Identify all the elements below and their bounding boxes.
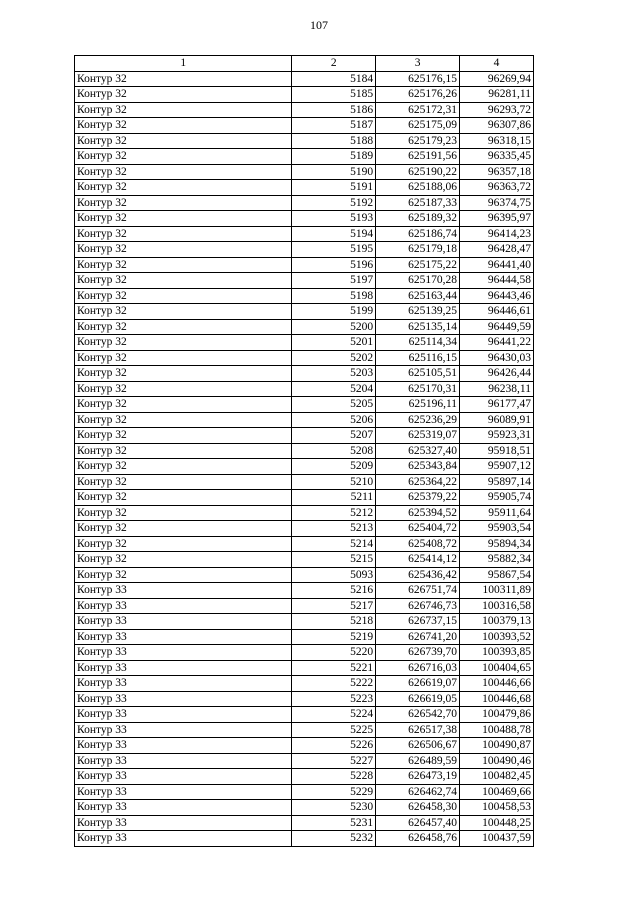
- x-coordinate-cell: 626458,30: [376, 800, 460, 816]
- table-row: [75, 707, 534, 723]
- y-coordinate-cell: 96177,47: [460, 397, 534, 413]
- y-coordinate-cell: 96238,11: [460, 381, 534, 397]
- point-number-cell: 5210: [292, 474, 376, 490]
- x-coordinate-cell: 626739,70: [376, 645, 460, 661]
- table-row: [75, 800, 534, 816]
- contour-name-cell: Контур 32: [75, 459, 292, 475]
- x-coordinate-cell: 625436,42: [376, 567, 460, 583]
- contour-name-cell: Контур 33: [75, 753, 292, 769]
- y-coordinate-cell: 100490,46: [460, 753, 534, 769]
- x-coordinate-cell: 625135,14: [376, 319, 460, 335]
- contour-name-cell: Контур 32: [75, 428, 292, 444]
- y-coordinate-cell: 100446,68: [460, 691, 534, 707]
- point-number-cell: 5202: [292, 350, 376, 366]
- x-coordinate-cell: 626517,38: [376, 722, 460, 738]
- point-number-cell: 5205: [292, 397, 376, 413]
- x-coordinate-cell: 625236,29: [376, 412, 460, 428]
- x-coordinate-cell: 625116,15: [376, 350, 460, 366]
- y-coordinate-cell: 95923,31: [460, 428, 534, 444]
- point-number-cell: 5232: [292, 831, 376, 847]
- table-header-row: [75, 56, 534, 72]
- x-coordinate-cell: 625379,22: [376, 490, 460, 506]
- contour-name-cell: Контур 32: [75, 87, 292, 103]
- point-number-cell: 5093: [292, 567, 376, 583]
- contour-name-cell: Контур 33: [75, 769, 292, 785]
- point-number-cell: 5222: [292, 676, 376, 692]
- table-row: [75, 180, 534, 196]
- point-number-cell: 5223: [292, 691, 376, 707]
- point-number-cell: 5184: [292, 71, 376, 87]
- table-row: [75, 753, 534, 769]
- y-coordinate-cell: 96269,94: [460, 71, 534, 87]
- point-number-cell: 5216: [292, 583, 376, 599]
- table-row: [75, 164, 534, 180]
- x-coordinate-cell: 625114,34: [376, 335, 460, 351]
- table-row: [75, 149, 534, 165]
- contour-name-cell: Контур 33: [75, 614, 292, 630]
- point-number-cell: 5213: [292, 521, 376, 537]
- y-coordinate-cell: 96281,11: [460, 87, 534, 103]
- contour-name-cell: Контур 33: [75, 583, 292, 599]
- y-coordinate-cell: 96414,23: [460, 226, 534, 242]
- y-coordinate-cell: 95911,64: [460, 505, 534, 521]
- point-number-cell: 5195: [292, 242, 376, 258]
- x-coordinate-cell: 626489,59: [376, 753, 460, 769]
- table-row: [75, 412, 534, 428]
- contour-name-cell: Контур 32: [75, 304, 292, 320]
- x-coordinate-cell: 625190,22: [376, 164, 460, 180]
- x-coordinate-cell: 625188,06: [376, 180, 460, 196]
- x-coordinate-cell: 625394,52: [376, 505, 460, 521]
- x-coordinate-cell: 626746,73: [376, 598, 460, 614]
- contour-name-cell: Контур 33: [75, 800, 292, 816]
- point-number-cell: 5200: [292, 319, 376, 335]
- x-coordinate-cell: 625170,28: [376, 273, 460, 289]
- table-row: [75, 614, 534, 630]
- point-number-cell: 5215: [292, 552, 376, 568]
- contour-name-cell: Контур 32: [75, 366, 292, 382]
- point-number-cell: 5191: [292, 180, 376, 196]
- point-number-cell: 5194: [292, 226, 376, 242]
- y-coordinate-cell: 95918,51: [460, 443, 534, 459]
- x-coordinate-cell: 625139,25: [376, 304, 460, 320]
- x-coordinate-cell: 625319,07: [376, 428, 460, 444]
- contour-name-cell: Контур 32: [75, 350, 292, 366]
- point-number-cell: 5203: [292, 366, 376, 382]
- point-number-cell: 5204: [292, 381, 376, 397]
- table-row: [75, 583, 534, 599]
- x-coordinate-cell: 625170,31: [376, 381, 460, 397]
- point-number-cell: 5231: [292, 815, 376, 831]
- point-number-cell: 5198: [292, 288, 376, 304]
- contour-name-cell: Контур 33: [75, 831, 292, 847]
- y-coordinate-cell: 100469,66: [460, 784, 534, 800]
- y-coordinate-cell: 96293,72: [460, 102, 534, 118]
- contour-name-cell: Контур 32: [75, 242, 292, 258]
- point-number-cell: 5197: [292, 273, 376, 289]
- point-number-cell: 5221: [292, 660, 376, 676]
- table-row: [75, 87, 534, 103]
- table-row: [75, 815, 534, 831]
- x-coordinate-cell: 625414,12: [376, 552, 460, 568]
- table-row: [75, 738, 534, 754]
- y-coordinate-cell: 100379,13: [460, 614, 534, 630]
- contour-name-cell: Контур 32: [75, 443, 292, 459]
- contour-name-cell: Контур 32: [75, 521, 292, 537]
- x-coordinate-cell: 625176,26: [376, 87, 460, 103]
- table-row: [75, 195, 534, 211]
- x-coordinate-cell: 625175,09: [376, 118, 460, 134]
- table-row: [75, 784, 534, 800]
- y-coordinate-cell: 95894,34: [460, 536, 534, 552]
- y-coordinate-cell: 100393,85: [460, 645, 534, 661]
- y-coordinate-cell: 96449,59: [460, 319, 534, 335]
- table-row: [75, 567, 534, 583]
- contour-name-cell: Контур 33: [75, 691, 292, 707]
- x-coordinate-cell: 625105,51: [376, 366, 460, 382]
- y-coordinate-cell: 95867,54: [460, 567, 534, 583]
- table-row: [75, 676, 534, 692]
- y-coordinate-cell: 100490,87: [460, 738, 534, 754]
- contour-name-cell: Контур 33: [75, 676, 292, 692]
- point-number-cell: 5185: [292, 87, 376, 103]
- point-number-cell: 5190: [292, 164, 376, 180]
- x-coordinate-cell: 626473,19: [376, 769, 460, 785]
- contour-name-cell: Контур 32: [75, 118, 292, 134]
- point-number-cell: 5187: [292, 118, 376, 134]
- page-number: 107: [310, 18, 328, 32]
- x-coordinate-cell: 625196,11: [376, 397, 460, 413]
- contour-name-cell: Контур 32: [75, 474, 292, 490]
- table-row: [75, 304, 534, 320]
- x-coordinate-cell: 626458,76: [376, 831, 460, 847]
- column-header-3: 3: [376, 56, 460, 72]
- column-header-4: 4: [460, 56, 534, 72]
- table-row: [75, 443, 534, 459]
- table-row: [75, 691, 534, 707]
- contour-name-cell: Контур 32: [75, 195, 292, 211]
- contour-name-cell: Контур 32: [75, 273, 292, 289]
- table-row: [75, 381, 534, 397]
- point-number-cell: 5218: [292, 614, 376, 630]
- contour-name-cell: Контур 32: [75, 102, 292, 118]
- table-body: [75, 71, 534, 846]
- contour-name-cell: Контур 32: [75, 490, 292, 506]
- x-coordinate-cell: 625408,72: [376, 536, 460, 552]
- x-coordinate-cell: 626457,40: [376, 815, 460, 831]
- x-coordinate-cell: 626716,03: [376, 660, 460, 676]
- point-number-cell: 5224: [292, 707, 376, 723]
- table-row: [75, 133, 534, 149]
- point-number-cell: 5193: [292, 211, 376, 227]
- contour-name-cell: Контур 32: [75, 288, 292, 304]
- y-coordinate-cell: 96428,47: [460, 242, 534, 258]
- y-coordinate-cell: 96307,86: [460, 118, 534, 134]
- y-coordinate-cell: 96089,91: [460, 412, 534, 428]
- x-coordinate-cell: 626542,70: [376, 707, 460, 723]
- point-number-cell: 5209: [292, 459, 376, 475]
- contour-name-cell: Контур 32: [75, 505, 292, 521]
- contour-name-cell: Контур 32: [75, 319, 292, 335]
- y-coordinate-cell: 100316,58: [460, 598, 534, 614]
- x-coordinate-cell: 625163,44: [376, 288, 460, 304]
- point-number-cell: 5230: [292, 800, 376, 816]
- y-coordinate-cell: 100393,52: [460, 629, 534, 645]
- y-coordinate-cell: 100488,78: [460, 722, 534, 738]
- point-number-cell: 5212: [292, 505, 376, 521]
- y-coordinate-cell: 100404,65: [460, 660, 534, 676]
- contour-name-cell: Контур 32: [75, 552, 292, 568]
- point-number-cell: 5201: [292, 335, 376, 351]
- table-row: [75, 118, 534, 134]
- x-coordinate-cell: 626741,20: [376, 629, 460, 645]
- x-coordinate-cell: 625186,74: [376, 226, 460, 242]
- y-coordinate-cell: 95903,54: [460, 521, 534, 537]
- contour-name-cell: Контур 32: [75, 71, 292, 87]
- contour-name-cell: Контур 33: [75, 645, 292, 661]
- table-row: [75, 226, 534, 242]
- table-row: [75, 660, 534, 676]
- table-row: [75, 319, 534, 335]
- y-coordinate-cell: 96444,58: [460, 273, 534, 289]
- table-row: [75, 257, 534, 273]
- y-coordinate-cell: 96441,40: [460, 257, 534, 273]
- table-row: [75, 505, 534, 521]
- table-row: [75, 536, 534, 552]
- table-row: [75, 459, 534, 475]
- table-row: [75, 288, 534, 304]
- x-coordinate-cell: 625187,33: [376, 195, 460, 211]
- contour-name-cell: Контур 32: [75, 226, 292, 242]
- contour-name-cell: Контур 33: [75, 707, 292, 723]
- table-row: [75, 211, 534, 227]
- point-number-cell: 5196: [292, 257, 376, 273]
- column-header-2: 2: [292, 56, 376, 72]
- y-coordinate-cell: 96441,22: [460, 335, 534, 351]
- x-coordinate-cell: 625191,56: [376, 149, 460, 165]
- point-number-cell: 5219: [292, 629, 376, 645]
- y-coordinate-cell: 100448,25: [460, 815, 534, 831]
- table-row: [75, 273, 534, 289]
- x-coordinate-cell: 626462,74: [376, 784, 460, 800]
- point-number-cell: 5220: [292, 645, 376, 661]
- contour-name-cell: Контур 33: [75, 738, 292, 754]
- contour-name-cell: Контур 32: [75, 164, 292, 180]
- table-row: [75, 629, 534, 645]
- coordinates-table: [74, 55, 534, 847]
- y-coordinate-cell: 96363,72: [460, 180, 534, 196]
- y-coordinate-cell: 95907,12: [460, 459, 534, 475]
- point-number-cell: 5226: [292, 738, 376, 754]
- x-coordinate-cell: 625364,22: [376, 474, 460, 490]
- table-row: [75, 769, 534, 785]
- x-coordinate-cell: 625175,22: [376, 257, 460, 273]
- table-row: [75, 521, 534, 537]
- y-coordinate-cell: 95905,74: [460, 490, 534, 506]
- point-number-cell: 5225: [292, 722, 376, 738]
- y-coordinate-cell: 95897,14: [460, 474, 534, 490]
- contour-name-cell: Контур 32: [75, 257, 292, 273]
- table-row: [75, 831, 534, 847]
- table-row: [75, 428, 534, 444]
- point-number-cell: 5189: [292, 149, 376, 165]
- point-number-cell: 5228: [292, 769, 376, 785]
- table-row: [75, 71, 534, 87]
- table-row: [75, 335, 534, 351]
- y-coordinate-cell: 96335,45: [460, 149, 534, 165]
- point-number-cell: 5188: [292, 133, 376, 149]
- contour-name-cell: Контур 33: [75, 598, 292, 614]
- contour-name-cell: Контур 33: [75, 629, 292, 645]
- contour-name-cell: Контур 32: [75, 412, 292, 428]
- x-coordinate-cell: 625327,40: [376, 443, 460, 459]
- point-number-cell: 5186: [292, 102, 376, 118]
- table-row: [75, 598, 534, 614]
- contour-name-cell: Контур 33: [75, 815, 292, 831]
- y-coordinate-cell: 100458,53: [460, 800, 534, 816]
- point-number-cell: 5199: [292, 304, 376, 320]
- contour-name-cell: Контур 33: [75, 660, 292, 676]
- y-coordinate-cell: 96395,97: [460, 211, 534, 227]
- x-coordinate-cell: 625343,84: [376, 459, 460, 475]
- contour-name-cell: Контур 33: [75, 784, 292, 800]
- table-row: [75, 350, 534, 366]
- contour-name-cell: Контур 32: [75, 335, 292, 351]
- contour-name-cell: Контур 32: [75, 381, 292, 397]
- point-number-cell: 5211: [292, 490, 376, 506]
- contour-name-cell: Контур 32: [75, 536, 292, 552]
- y-coordinate-cell: 96318,15: [460, 133, 534, 149]
- y-coordinate-cell: 96443,46: [460, 288, 534, 304]
- table-row: [75, 645, 534, 661]
- x-coordinate-cell: 625172,31: [376, 102, 460, 118]
- x-coordinate-cell: 625179,23: [376, 133, 460, 149]
- x-coordinate-cell: 626737,15: [376, 614, 460, 630]
- contour-name-cell: Контур 32: [75, 211, 292, 227]
- point-number-cell: 5217: [292, 598, 376, 614]
- contour-name-cell: Контур 32: [75, 180, 292, 196]
- point-number-cell: 5214: [292, 536, 376, 552]
- y-coordinate-cell: 95882,34: [460, 552, 534, 568]
- y-coordinate-cell: 100311,89: [460, 583, 534, 599]
- table-row: [75, 552, 534, 568]
- x-coordinate-cell: 626619,05: [376, 691, 460, 707]
- y-coordinate-cell: 100437,59: [460, 831, 534, 847]
- point-number-cell: 5229: [292, 784, 376, 800]
- x-coordinate-cell: 626751,74: [376, 583, 460, 599]
- point-number-cell: 5207: [292, 428, 376, 444]
- table-row: [75, 242, 534, 258]
- y-coordinate-cell: 100479,86: [460, 707, 534, 723]
- y-coordinate-cell: 96357,18: [460, 164, 534, 180]
- y-coordinate-cell: 96446,61: [460, 304, 534, 320]
- x-coordinate-cell: 626619,07: [376, 676, 460, 692]
- table-row: [75, 102, 534, 118]
- contour-name-cell: Контур 32: [75, 149, 292, 165]
- point-number-cell: 5208: [292, 443, 376, 459]
- table-row: [75, 474, 534, 490]
- point-number-cell: 5227: [292, 753, 376, 769]
- column-header-1: 1: [75, 56, 292, 72]
- x-coordinate-cell: 625404,72: [376, 521, 460, 537]
- table-row: [75, 490, 534, 506]
- table-row: [75, 722, 534, 738]
- y-coordinate-cell: 96430,03: [460, 350, 534, 366]
- y-coordinate-cell: 96426,44: [460, 366, 534, 382]
- contour-name-cell: Контур 32: [75, 397, 292, 413]
- x-coordinate-cell: 626506,67: [376, 738, 460, 754]
- table-row: [75, 397, 534, 413]
- x-coordinate-cell: 625189,32: [376, 211, 460, 227]
- y-coordinate-cell: 100482,45: [460, 769, 534, 785]
- y-coordinate-cell: 100446,66: [460, 676, 534, 692]
- y-coordinate-cell: 96374,75: [460, 195, 534, 211]
- contour-name-cell: Контур 33: [75, 722, 292, 738]
- x-coordinate-cell: 625176,15: [376, 71, 460, 87]
- x-coordinate-cell: 625179,18: [376, 242, 460, 258]
- point-number-cell: 5206: [292, 412, 376, 428]
- contour-name-cell: Контур 32: [75, 567, 292, 583]
- table-row: [75, 366, 534, 382]
- contour-name-cell: Контур 32: [75, 133, 292, 149]
- point-number-cell: 5192: [292, 195, 376, 211]
